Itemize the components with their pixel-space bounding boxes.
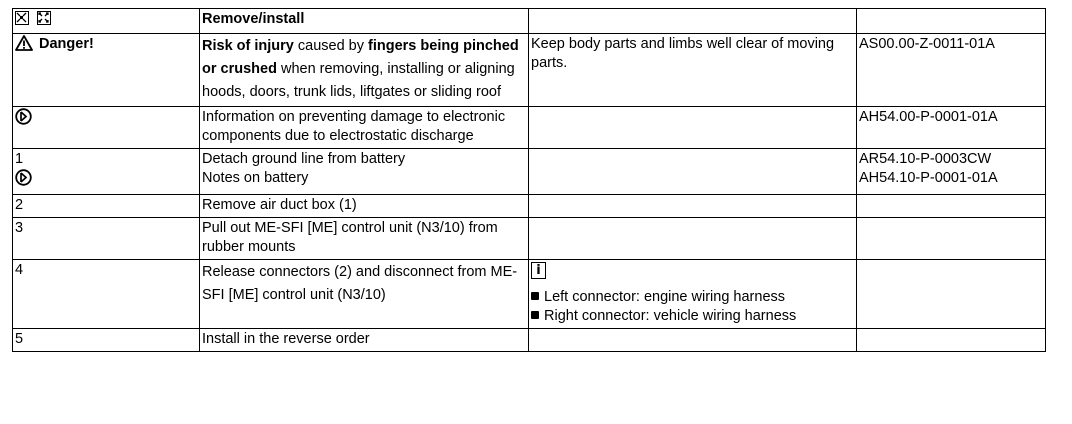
header-title: Remove/install [200, 9, 529, 34]
step-row-5 [13, 329, 1046, 352]
install-icon [37, 11, 51, 25]
step-note-1: Notes on battery [202, 170, 309, 186]
step-ref-cell-1 [857, 149, 1046, 195]
header-empty-cell-2 [857, 9, 1046, 34]
risk-text-1: caused by [293, 38, 369, 54]
remove-icon [15, 11, 29, 25]
step-ref-empty-2 [857, 195, 1046, 218]
step-text-5: Install in the reverse order [200, 329, 529, 352]
step-empty-cell-5 [529, 329, 857, 352]
risk-bold-1: Risk of injury [202, 38, 294, 54]
step-ref-empty-3 [857, 218, 1046, 260]
step-empty-cell-3 [529, 218, 857, 260]
bullet-icon [531, 311, 539, 319]
bullet-text-1: Left connector: engine wiring harness [544, 289, 786, 305]
step-row-2 [13, 195, 1046, 218]
step-row-3 [13, 218, 1046, 260]
step-ref-1: AR54.10-P-0003CW [859, 151, 992, 167]
header-row [13, 9, 1046, 34]
danger-cell [13, 34, 200, 107]
esd-icon [15, 108, 32, 131]
step-ref-empty-5 [857, 329, 1046, 352]
step-text-4: Release connectors (2) and disconnect from ME-SFI [ME] control unit (N3/10) [200, 260, 529, 329]
step-number-1: 1 [15, 151, 24, 167]
danger-ref: AS00.00-Z-0011-01A [857, 34, 1046, 107]
step-number-5: 5 [13, 329, 200, 352]
step-text-2: Remove air duct box (1) [200, 195, 529, 218]
step-text-cell-1 [200, 149, 529, 195]
step-number-2: 2 [13, 195, 200, 218]
danger-measure: Keep body parts and limbs well clear of moving parts. [529, 34, 857, 107]
procedure-table [12, 8, 1046, 352]
bullet-text-2: Right connector: vehicle wiring harness [544, 308, 797, 324]
bullet-item [531, 307, 853, 326]
header-icons-cell [13, 9, 200, 34]
step-num-cell-1 [13, 149, 200, 195]
esd-text: Information on preventing damage to electronic components due to electrostatic discharge [200, 107, 529, 149]
esd-empty-cell [529, 107, 857, 149]
risk-text-2: when removing, installing or aligning hoods, doors, trunk lids, liftgates or sliding roof [202, 61, 515, 100]
step-note-ref-1: AH54.10-P-0001-01A [859, 170, 998, 186]
esd-ref: AH54.00-P-0001-01A [857, 107, 1046, 149]
step-empty-cell-2 [529, 195, 857, 218]
step-row-1 [13, 149, 1046, 195]
step-text-3: Pull out ME-SFI [ME] control unit (N3/10) from rubber mounts [200, 218, 529, 260]
danger-row [13, 34, 1046, 107]
esd-icon-cell [13, 107, 200, 149]
step-number-3: 3 [13, 218, 200, 260]
battery-notes-icon [15, 169, 32, 192]
step-info-cell-4 [529, 260, 857, 329]
header-empty-cell [529, 9, 857, 34]
risk-bold-2: fingers being pinched or crushed [202, 38, 519, 77]
info-icon: i [531, 262, 546, 279]
bullet-icon [531, 292, 539, 300]
step-ref-empty-4 [857, 260, 1046, 329]
warning-triangle-icon [15, 35, 33, 57]
danger-label: Danger! [39, 36, 94, 52]
bullet-item [531, 288, 853, 307]
esd-row [13, 107, 1046, 149]
step-number-4: 4 [13, 260, 200, 329]
step-text-1: Detach ground line from battery [202, 151, 406, 167]
step-empty-cell-1 [529, 149, 857, 195]
step-row-4 [13, 260, 1046, 329]
danger-risk-text [200, 34, 529, 107]
